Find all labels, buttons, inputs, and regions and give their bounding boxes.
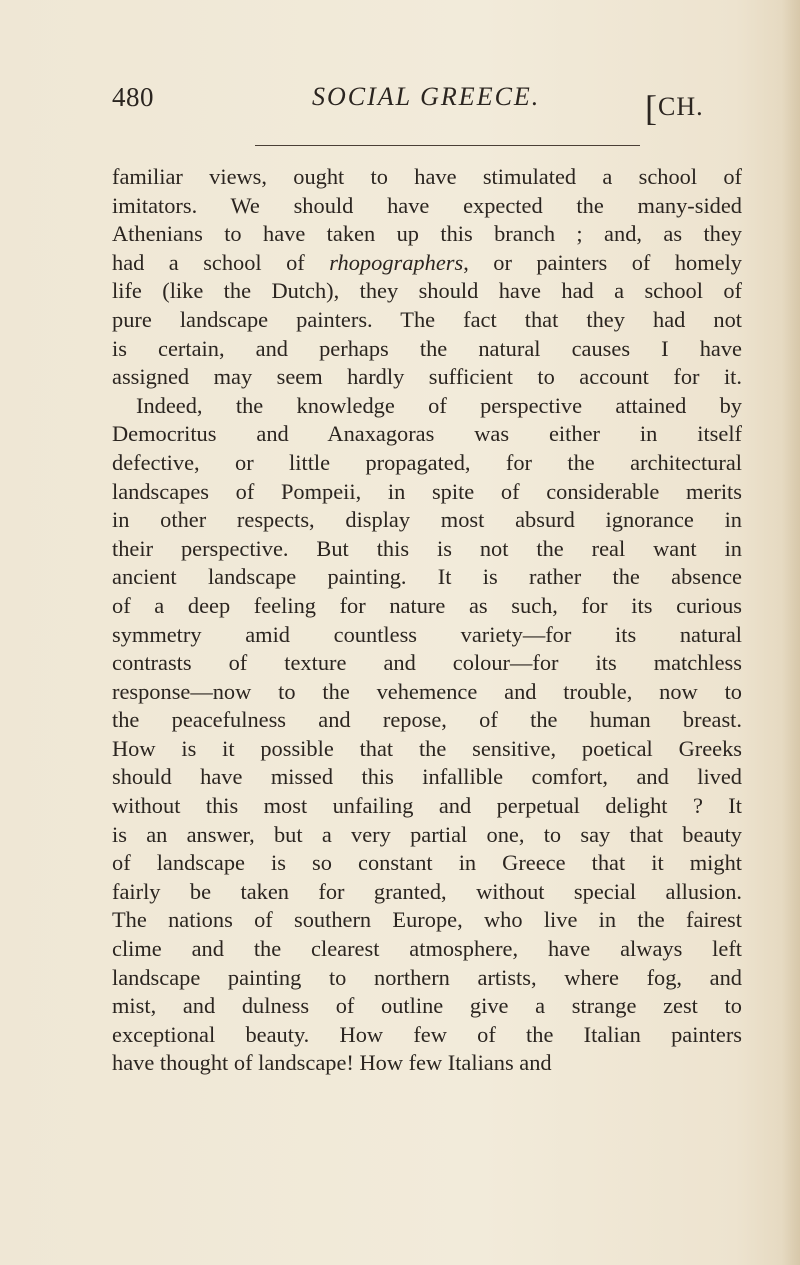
text-line: mist, and dulness of outline give a strange zest to: [112, 993, 742, 1019]
text-line: defective, or little propagated, for the architectural: [112, 449, 742, 475]
text-line: clime and the clearest atmosphere, have always left: [112, 936, 742, 962]
chapter-label: CH.: [658, 92, 704, 121]
text-line: have thought of landscape! How few Italians and: [112, 1050, 552, 1076]
text-line: How is it possible that the sensitive, poetical Greeks: [112, 735, 742, 761]
text-line: symmetry amid countless variety—for its natural: [112, 621, 742, 647]
text-line: imitators. We should have expected the many-sided: [112, 192, 742, 218]
chapter-bracket: [: [645, 88, 658, 128]
text-line: is an answer, but a very partial one, to say that beauty: [112, 821, 742, 847]
text-line: landscape painting to northern artists, where fog, and: [112, 964, 742, 990]
page-edge-shadow: [782, 0, 800, 1265]
text-line: familiar views, ought to have stimulated a school of: [112, 164, 742, 189]
running-title: SOCIAL GREECE.: [312, 82, 541, 111]
text-line: of landscape is so constant in Greece that it might: [112, 850, 742, 876]
text-line: [112, 249, 742, 278]
italic-term: rhopographers: [329, 249, 464, 275]
text-line-segment: had a school of: [112, 249, 330, 275]
text-line: The nations of southern Europe, who live in the fairest: [112, 907, 742, 933]
text-line: landscapes of Pompeii, in spite of considerable merits: [112, 478, 742, 504]
text-line: contrasts of texture and colour—for its matchless: [112, 650, 742, 676]
chapter-marker: [645, 82, 704, 128]
text-line: response—now to the vehemence and trouble, now to: [112, 678, 742, 704]
running-header: [112, 82, 740, 128]
text-line: assigned may seem hardly sufficient to account for it.: [112, 364, 742, 390]
text-line: Indeed, the knowledge of perspective attained by: [136, 392, 742, 418]
text-line: without this most unfailing and perpetual delight ? It: [112, 793, 742, 819]
text-line: Athenians to have taken up this branch ; and, as they: [112, 221, 742, 247]
text-line: of a deep feeling for nature as such, for its curious: [112, 592, 742, 618]
text-line: in other respects, display most absurd ignorance in: [112, 507, 742, 533]
header-rule: [255, 145, 640, 146]
text-line: exceptional beauty. How few of the Italian painters: [112, 1021, 742, 1047]
text-line: ancient landscape painting. It is rather the absence: [112, 564, 742, 590]
text-line: the peacefulness and repose, of the human breast.: [112, 707, 742, 733]
text-line-segment: , or painters of homely: [463, 249, 742, 275]
text-line: their perspective. But this is not the real want in: [112, 535, 742, 561]
text-line: pure landscape painters. The fact that they had not: [112, 306, 742, 332]
text-line: should have missed this infallible comfort, and lived: [112, 764, 742, 790]
text-line: fairly be taken for granted, without special allusion.: [112, 878, 742, 904]
text-line: life (like the Dutch), they should have had a school of: [112, 278, 742, 304]
page-number: 480: [112, 82, 154, 112]
text-line: is certain, and perhaps the natural causes I have: [112, 335, 742, 361]
text-line: Democritus and Anaxagoras was either in itself: [112, 421, 742, 447]
body-text: [112, 163, 742, 1078]
